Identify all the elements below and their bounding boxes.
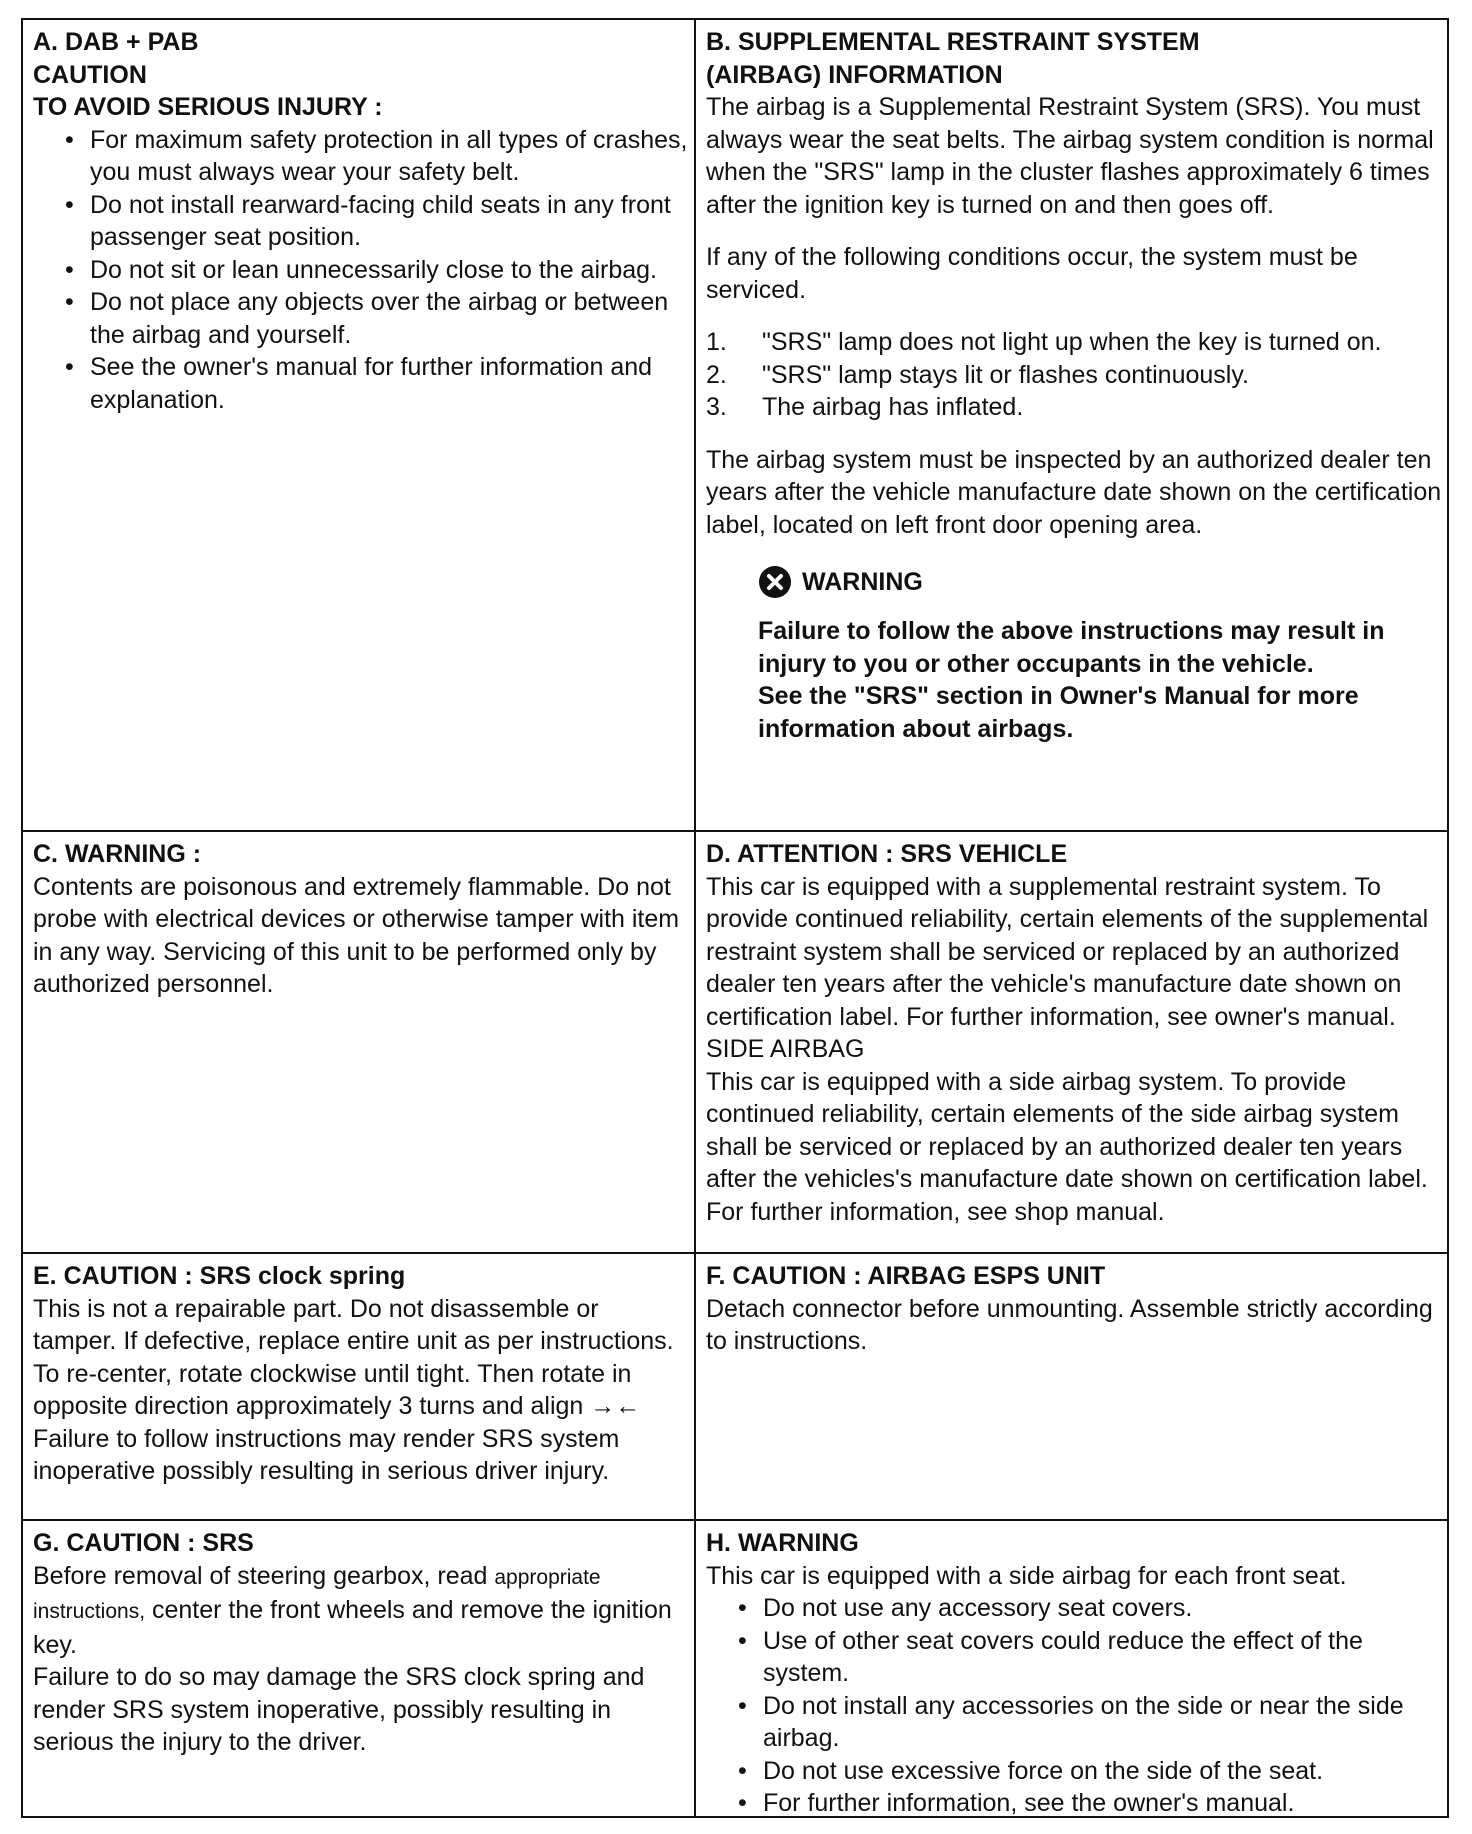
- row-divider-3: [23, 1519, 1447, 1521]
- section-h-intro: This car is equipped with a side airbag for each front seat.: [706, 1561, 1347, 1590]
- section-a-title: A. DAB + PAB: [33, 28, 199, 56]
- list-item: 3. The airbag has inflated.: [706, 393, 1024, 421]
- section-b-subtitle: (AIRBAG) INFORMATION: [706, 60, 1003, 89]
- section-d: [706, 838, 1444, 1228]
- section-a-caution: CAUTION: [33, 60, 147, 89]
- row-divider-2: [23, 1252, 1447, 1254]
- section-f-text: Detach connector before unmounting. Assemble strictly according to instructions.: [706, 1294, 1433, 1355]
- section-b-title: B. SUPPLEMENTAL RESTRAINT SYSTEM: [706, 28, 1200, 56]
- list-item: 1. "SRS" lamp does not light up when the key is turned on.: [706, 328, 1382, 356]
- section-g-text-2: Failure to do so may damage the SRS clock spring and render SRS system inoperative, possibly resulting in serious the injury to the driver.: [33, 1663, 645, 1756]
- warning-text-2: See the "SRS" section in Owner's Manual for more information about airbags.: [758, 682, 1359, 743]
- warning-heading: [758, 565, 1444, 599]
- section-c-title: C. WARNING :: [33, 840, 202, 868]
- section-a-subtitle: TO AVOID SERIOUS INJURY :: [33, 93, 383, 121]
- x-circle-icon: [758, 565, 792, 599]
- section-e: [33, 1260, 688, 1488]
- section-d-title: D. ATTENTION : SRS VEHICLE: [706, 840, 1068, 868]
- warning-title: WARNING: [802, 567, 923, 596]
- label-table: [21, 18, 1449, 1818]
- section-e-text-2: To re-center, rotate clockwise until tight. Then rotate in opposite direction approximately 3 turns and align →←: [33, 1359, 641, 1420]
- section-e-text-3: Failure to follow instructions may render SRS system inoperative possibly resulting in serious driver injury.: [33, 1424, 620, 1485]
- list-item: • See the owner's manual for further information and explanation.: [65, 351, 688, 416]
- section-d-text-2: This car is equipped with a side airbag system. To provide continued reliability, certain elements of the side airbag system shall be serviced or replaced by an authorized dealer ten years after the vehicles's manufacture date shown on certification label. For further information, see shop manual.: [706, 1067, 1428, 1226]
- section-f-title: F. CAUTION : AIRBAG ESPS UNIT: [706, 1262, 1106, 1290]
- list-item: 2. "SRS" lamp stays lit or flashes continuously.: [706, 360, 1249, 389]
- section-a-bullets: [33, 124, 688, 417]
- section-c: [33, 838, 688, 1001]
- section-h-title: H. WARNING: [706, 1529, 859, 1557]
- section-d-text-1: This car is equipped with a supplemental restraint system. To provide continued reliability, certain elements of the supplemental restraint system shall be serviced or replaced by an authorized dealer ten years after the vehicle's manufacture date shown on certification label. For further information, see owner's manual.: [706, 872, 1429, 1031]
- warning-text-1: Failure to follow the above instructions may result in injury to you or other occupants in the vehicle.: [758, 617, 1385, 678]
- section-c-text: Contents are poisonous and extremely flammable. Do not probe with electrical devices or otherwise tamper with item in any way. Servicing of this unit to be performed only by authorized personnel.: [33, 872, 680, 998]
- section-d-subtitle: SIDE AIRBAG: [706, 1035, 865, 1063]
- section-g-text-1: Before removal of steering gearbox, read appropriate instructions, center the front wheels and remove the ignition key.: [33, 1561, 672, 1659]
- warning-box: [758, 565, 1444, 745]
- section-h: [706, 1527, 1444, 1820]
- list-item: • For maximum safety protection in all types of crashes, you must always wear your safety belt.: [65, 124, 688, 189]
- section-b-inspection: The airbag system must be inspected by an authorized dealer ten years after the vehicle manufacture date shown on the certification label, located on left front door opening area.: [706, 445, 1442, 539]
- list-item: • Do not place any objects over the airbag or between the airbag and yourself.: [65, 286, 688, 351]
- list-item: • Do not install any accessories on the side or near the side airbag.: [738, 1690, 1444, 1755]
- list-item: • Do not use any accessory seat covers.: [738, 1592, 1444, 1625]
- column-divider: [694, 20, 696, 1816]
- row-divider-1: [23, 830, 1447, 832]
- section-b-conditions: If any of the following conditions occur, the system must be serviced.: [706, 243, 1358, 304]
- section-e-text-1: This is not a repairable part. Do not disassemble or tamper. If defective, replace entire unit as per instructions.: [33, 1294, 674, 1355]
- section-g-title: G. CAUTION : SRS: [33, 1529, 254, 1557]
- list-item: • For further information, see the owner's manual.: [738, 1787, 1444, 1820]
- list-item: • Use of other seat covers could reduce the effect of the system.: [738, 1625, 1444, 1690]
- section-b: [706, 26, 1444, 745]
- section-a: [33, 26, 688, 416]
- section-f: [706, 1260, 1444, 1358]
- list-item: • Do not use excessive force on the side of the seat.: [738, 1755, 1444, 1788]
- section-g: [33, 1527, 688, 1759]
- list-item: • Do not sit or lean unnecessarily close to the airbag.: [65, 254, 688, 287]
- section-b-list: [706, 326, 1444, 424]
- section-h-bullets: [706, 1592, 1444, 1820]
- list-item: • Do not install rearward-facing child seats in any front passenger seat position.: [65, 189, 688, 254]
- section-b-intro: The airbag is a Supplemental Restraint System (SRS). You must always wear the seat belts. The airbag system condition is normal when the "SRS" lamp in the cluster flashes approximately 6 times after the ignition key is turned on and then goes off.: [706, 93, 1434, 219]
- section-e-title: E. CAUTION : SRS clock spring: [33, 1262, 406, 1290]
